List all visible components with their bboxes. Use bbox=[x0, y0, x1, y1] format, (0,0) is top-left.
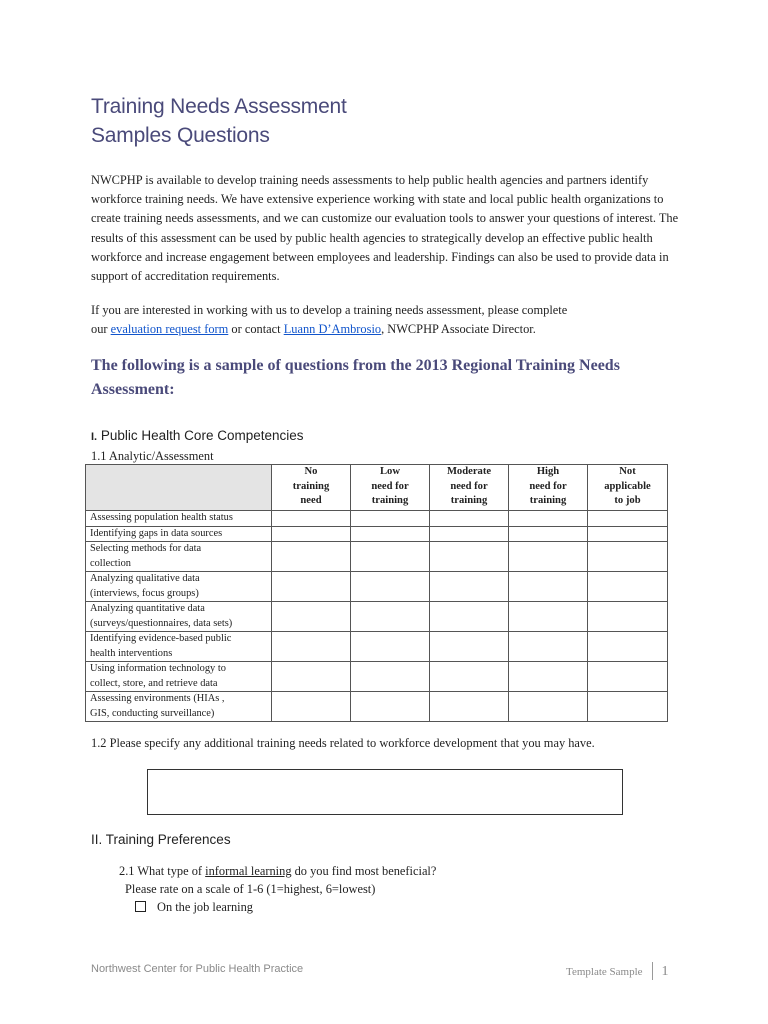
competency-label-line: health interventions bbox=[90, 647, 173, 659]
competency-label bbox=[86, 602, 272, 632]
table-row bbox=[86, 511, 668, 527]
rating-cell[interactable] bbox=[509, 632, 588, 662]
q21-prefix: 2.1 What type of bbox=[119, 864, 206, 878]
rating-cell[interactable] bbox=[588, 572, 668, 602]
competency-label bbox=[86, 542, 272, 572]
rating-cell[interactable] bbox=[272, 511, 351, 527]
rating-cell[interactable] bbox=[509, 542, 588, 572]
contact-prefix: our bbox=[91, 322, 111, 337]
rating-instruction: Please rate on a scale of 1-6 (1=highest, 6=lowest) bbox=[125, 882, 376, 896]
rating-cell[interactable] bbox=[351, 511, 430, 527]
title-line-1: Training Needs Assessment bbox=[91, 95, 347, 118]
competency-label-line: (interviews, focus groups) bbox=[90, 587, 199, 599]
column-header-line: need for bbox=[529, 480, 567, 492]
contact-paragraph bbox=[91, 301, 681, 339]
section-1-title: Public Health Core Competencies bbox=[100, 428, 304, 443]
rating-cell[interactable] bbox=[430, 572, 509, 602]
rating-cell[interactable] bbox=[430, 511, 509, 527]
rating-cell[interactable] bbox=[430, 542, 509, 572]
column-header bbox=[509, 465, 588, 511]
option-on-the-job-learning[interactable] bbox=[135, 898, 253, 916]
rating-cell[interactable] bbox=[509, 526, 588, 542]
competency-label-line: Analyzing qualitative data bbox=[90, 573, 200, 584]
question-1-2: 1.2 Please specify any additional training needs related to workforce development that you may have. bbox=[91, 736, 595, 750]
rating-cell[interactable] bbox=[272, 692, 351, 722]
competency-rating-table bbox=[85, 464, 668, 722]
table-row bbox=[86, 632, 668, 662]
q21-suffix: do you find most beneficial? bbox=[291, 864, 437, 878]
footer-organization: Northwest Center for Public Health Practice bbox=[91, 963, 304, 975]
column-header-line: training bbox=[450, 495, 488, 506]
contact-line-2 bbox=[91, 320, 681, 339]
intro-paragraph: NWCPHP is available to develop training needs assessments to help public health agencies and partners identify workforce training needs. We have extensive experience working with state and local public health organizations to create training needs assessments, and we can customize our evaluation tools to answer your questions of interest. The results of this assessment can be used by public health agencies to strategically develop an effective public health workforce and increase engagement between employees and leadership. Findings can also be used to provide data in support of accreditation requirements. bbox=[91, 173, 679, 284]
column-header-line: training bbox=[371, 495, 409, 506]
rating-cell[interactable] bbox=[272, 542, 351, 572]
subsection-1-1-heading: 1.1 Analytic/Assessment bbox=[91, 449, 214, 463]
table-header-row bbox=[86, 465, 668, 511]
column-header bbox=[588, 465, 668, 511]
question-2-1 bbox=[119, 862, 436, 880]
rating-cell[interactable] bbox=[351, 572, 430, 602]
competency-label-line: Assessing population health status bbox=[90, 512, 233, 523]
competency-label bbox=[86, 572, 272, 602]
competency-label bbox=[86, 526, 272, 542]
column-header-line: Not bbox=[619, 466, 636, 477]
column-header-line: training bbox=[292, 480, 330, 492]
competency-label-line: Analyzing quantitative data bbox=[90, 603, 205, 614]
competency-label bbox=[86, 511, 272, 527]
rating-cell[interactable] bbox=[272, 572, 351, 602]
rating-cell[interactable] bbox=[588, 662, 668, 692]
rating-cell[interactable] bbox=[351, 632, 430, 662]
additional-needs-answer-box[interactable] bbox=[147, 769, 623, 815]
rating-cell[interactable] bbox=[272, 632, 351, 662]
page-number: 1 bbox=[661, 964, 669, 979]
footer-page-info bbox=[566, 962, 669, 980]
sample-heading: The following is a sample of questions from the 2013 Regional Training Needs Assessment: bbox=[91, 357, 620, 398]
column-header bbox=[272, 465, 351, 511]
competency-label-line: Using information technology to bbox=[90, 663, 226, 674]
rating-cell[interactable] bbox=[351, 692, 430, 722]
section-1-number: I. bbox=[91, 431, 98, 443]
column-header-line: Low bbox=[379, 466, 400, 477]
competency-label-line: Selecting methods for data bbox=[90, 543, 202, 554]
competency-label-line: collect, store, and retrieve data bbox=[90, 677, 218, 689]
evaluation-request-form-link[interactable]: evaluation request form bbox=[110, 322, 229, 337]
rating-cell[interactable] bbox=[588, 692, 668, 722]
rating-cell[interactable] bbox=[351, 526, 430, 542]
table-header-corner bbox=[86, 465, 272, 511]
rating-cell[interactable] bbox=[588, 511, 668, 527]
rating-cell[interactable] bbox=[272, 602, 351, 632]
rating-cell[interactable] bbox=[430, 632, 509, 662]
competency-label bbox=[86, 692, 272, 722]
column-header bbox=[351, 465, 430, 511]
footer-divider bbox=[652, 962, 653, 980]
competency-label-line: GIS, conducting surveillance) bbox=[90, 707, 215, 719]
column-header-line: need for bbox=[450, 480, 488, 492]
section-2-heading: II. Training Preferences bbox=[91, 832, 231, 847]
contact-line-1: If you are interested in working with us to develop a training needs assessment, please complete bbox=[91, 303, 568, 317]
column-header-line: need bbox=[300, 495, 322, 506]
table-row bbox=[86, 542, 668, 572]
rating-cell[interactable] bbox=[509, 692, 588, 722]
section-1-heading bbox=[91, 428, 304, 443]
footer-template-label: Template Sample bbox=[566, 966, 643, 978]
rating-cell[interactable] bbox=[351, 602, 430, 632]
competency-label-line: collection bbox=[90, 557, 131, 569]
rating-cell[interactable] bbox=[430, 602, 509, 632]
column-header-line: applicable bbox=[604, 480, 651, 492]
table-row bbox=[86, 572, 668, 602]
rating-cell[interactable] bbox=[588, 526, 668, 542]
column-header-line: No bbox=[304, 466, 318, 477]
rating-cell[interactable] bbox=[588, 602, 668, 632]
column-header-line: Moderate bbox=[446, 466, 492, 477]
rating-cell[interactable] bbox=[509, 572, 588, 602]
competency-label bbox=[86, 632, 272, 662]
column-header-line: need for bbox=[371, 480, 409, 492]
title-line-2: Samples Questions bbox=[91, 124, 270, 147]
competency-label-line: Assessing environments (HIAs , bbox=[90, 693, 225, 704]
rating-cell[interactable] bbox=[272, 526, 351, 542]
contact-middle: or contact bbox=[228, 322, 284, 337]
option-label: On the job learning bbox=[157, 900, 254, 914]
contact-director-link[interactable]: Luann D’Ambrosio bbox=[283, 322, 382, 337]
column-header bbox=[430, 465, 509, 511]
rating-cell[interactable] bbox=[509, 602, 588, 632]
rating-cell[interactable] bbox=[509, 662, 588, 692]
rating-cell[interactable] bbox=[430, 526, 509, 542]
checkbox-icon[interactable] bbox=[135, 901, 146, 912]
column-header-line: High bbox=[536, 466, 560, 477]
column-header-line: training bbox=[529, 495, 567, 506]
q21-underlined-term: informal learning bbox=[205, 864, 292, 878]
competency-label-line: Identifying gaps in data sources bbox=[90, 527, 223, 539]
contact-suffix: , NWCPHP Associate Director. bbox=[381, 322, 536, 337]
rating-cell[interactable] bbox=[588, 542, 668, 572]
rating-cell[interactable] bbox=[588, 632, 668, 662]
table-row bbox=[86, 602, 668, 632]
rating-cell[interactable] bbox=[351, 542, 430, 572]
rating-cell[interactable] bbox=[430, 692, 509, 722]
rating-cell[interactable] bbox=[509, 511, 588, 527]
competency-label bbox=[86, 662, 272, 692]
competency-label-line: (surveys/questionnaires, data sets) bbox=[90, 617, 233, 629]
table-row bbox=[86, 692, 668, 722]
rating-cell[interactable] bbox=[430, 662, 509, 692]
page-title bbox=[91, 92, 347, 150]
rating-cell[interactable] bbox=[351, 662, 430, 692]
table-row bbox=[86, 662, 668, 692]
rating-cell[interactable] bbox=[272, 662, 351, 692]
column-header-line: to job bbox=[614, 495, 641, 506]
competency-label-line: Identifying evidence-based public bbox=[90, 633, 232, 644]
table-row bbox=[86, 526, 668, 542]
